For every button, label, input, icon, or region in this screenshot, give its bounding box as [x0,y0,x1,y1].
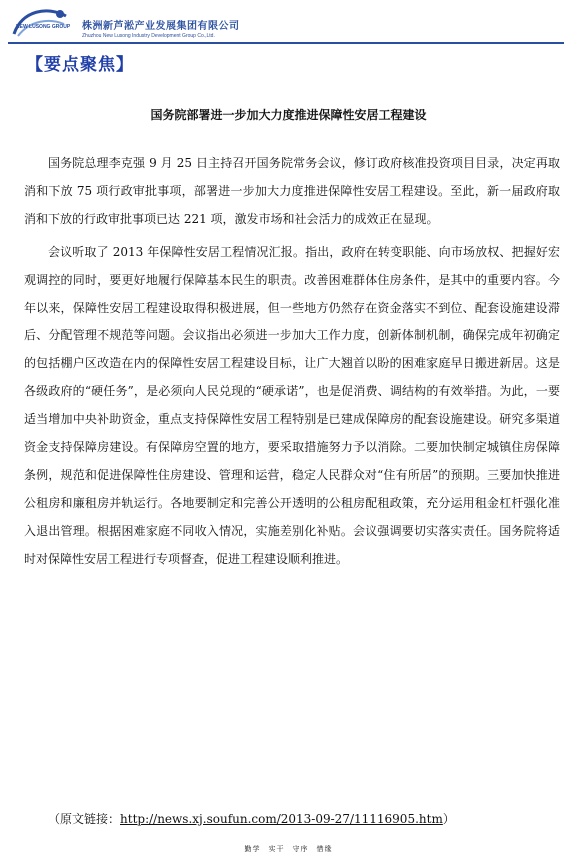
source-suffix: ） [442,812,455,826]
source-link-line [48,810,455,827]
source-prefix: （原文链接： [48,812,121,826]
article-paragraph-2: 会议听取了 2013 年保障性安居工程情况汇报。指出，政府在转变职能、向市场放权、把握好宏观调控的同时，要更好地履行保障基本民生的职责。改善困难群体住房条件，是其中的重要内容。今年以来，保障性安居工程建设取得积极进展，但一些地方仍然存在资金落实不到位、配套设施建设滞后、分配管理不规范等问题。会议指出必须进一步加大工作力度，创新体制机制，确保完成年初确定的包括棚户区改造在内的保障性安居工程建设目标，让广大翘首以盼的困难家庭早日搬进新居。这是各级政府的“硬任务”，是必须向人民兑现的“硬承诺”，也是促消费、调结构的有效举措。为此，一要适当增加中央补助资金，重点支持保障性安居工程特别是已建成保障房的配套设施建设。研究多渠道资金支持保障房建设。有保障房空置的地方，要采取措施努力予以消除。二要加快制定城镇住房保障条例，规范和促进保障性住房建设、管理和运营，稳定人民群众对“住有所居”的预期。三要加快推进公租房和廉租房并轨运行。各地要制定和完善公开透明的公租房配租政策，充分运用租金杠杆强化准入退出管理。根据困难家庭不同收入情况，实施差别化补贴。会议强调要切实落实责任。国务院将适时对保障性安居工程进行专项督查，促进工程建设顺利推进。 [24,244,560,566]
company-name-en: Zhuzhou New Lusong Industry Development Group Co.,Ltd. [82,33,215,39]
company-name [82,17,240,39]
header-divider [8,42,564,44]
article-body [24,150,560,579]
logo-mark-text: NEW LUSONG GROUP [16,24,70,30]
article-title: 国务院部署进一步加大力度推进保障性安居工程建设 [150,108,427,122]
section-label: 【要点聚焦】 [26,55,134,75]
company-logo-icon [8,6,70,44]
company-name-cn: 株洲新芦淞产业发展集团有限公司 [82,21,240,32]
footer-motto: 勤学 实干 守序 惜缘 [244,845,333,853]
article-paragraph-1: 国务院总理李克强 9 月 25 日主持召开国务院常务会议，修订政府核准投资项目目录，决定再取消和下放 75 项行政审批事项，部署进一步加大力度推进保障性安居工程建设。至此，新一届政府取消和下放的行政审批事项已达 221 项，激发市场和社会活力的成效正在显现。 [24,156,560,226]
page-header [8,6,568,42]
source-link[interactable]: http://news.xj.soufun.com/2013-09-27/11116905.htm [120,812,443,826]
